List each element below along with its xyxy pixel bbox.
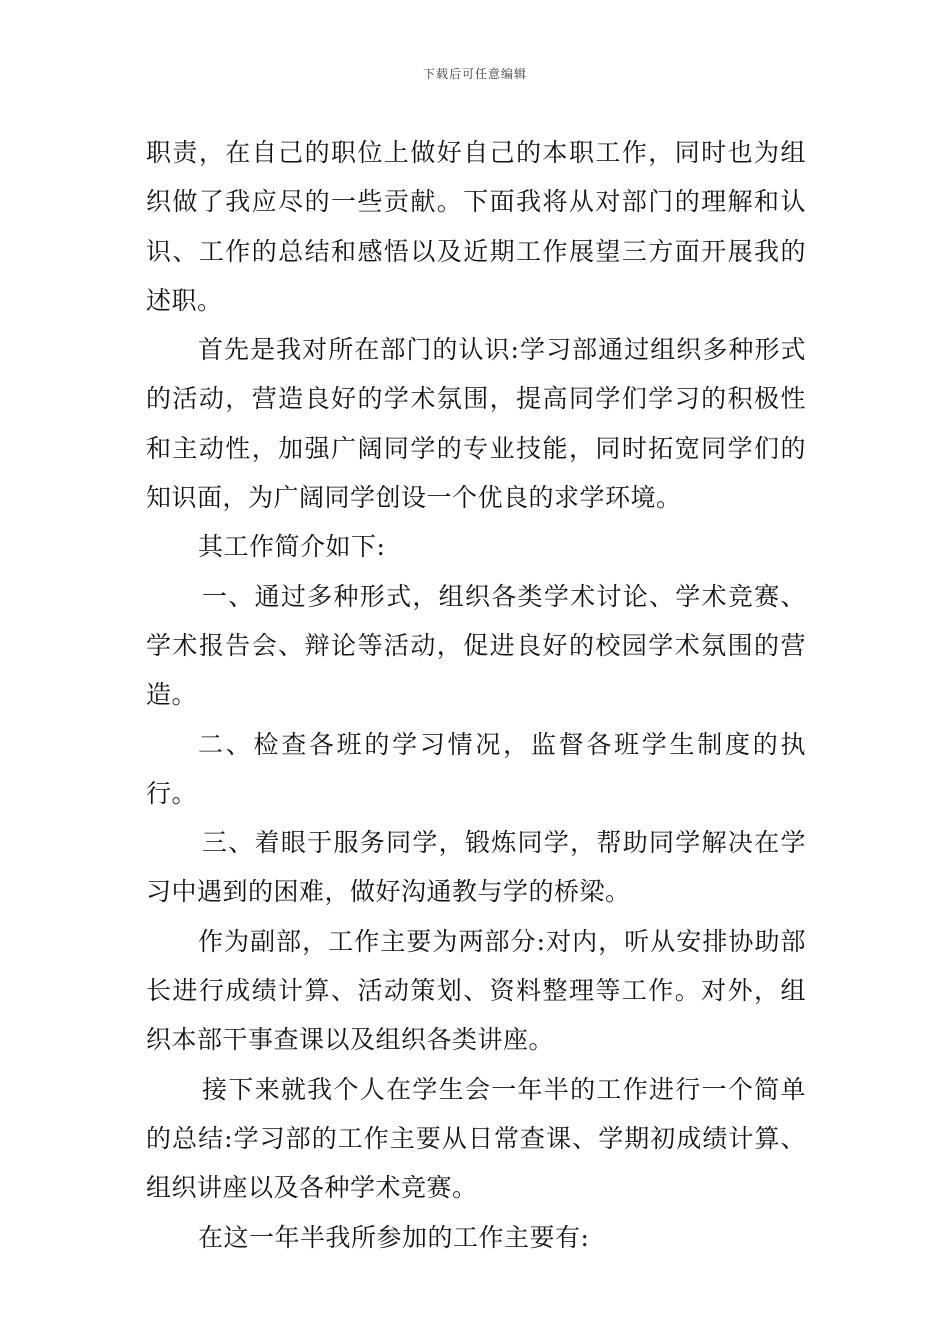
paragraph-7: 作为副部，工作主要为两部分:对内，听从安排协助部长进行成绩计算、活动策划、资料整理等工作。对外，组织本部干事查课以及组织各类讲座。 [146,926,806,1055]
paragraph-4: 一、通过多种形式，组织各类学术讨论、学术竞赛、学术报告会、辩论等活动，促进良好的校园学术氛围的营造。 [146,581,806,710]
paragraph-8: 接下来就我个人在学生会一年半的工作进行一个简单的总结:学习部的工作主要从日常查课、学期初成绩计算、组织讲座以及各种学术竞赛。 [146,1074,806,1203]
paragraph-1: 职责，在自己的职位上做好自己的本职工作，同时也为组织做了我应尽的一些贡献。下面我将从对部门的理解和认识、工作的总结和感悟以及近期工作展望三方面开展我的述职。 [146,138,806,315]
paragraph-6: 三、着眼于服务同学，锻炼同学，帮助同学解决在学习中遇到的困难，做好沟通教与学的桥梁。 [146,828,806,907]
document-body [146,128,806,1262]
paragraph-3: 其工作简介如下: [198,532,386,562]
paragraph-9: 在这一年半我所参加的工作主要有: [198,1222,590,1252]
paragraph-2: 首先是我对所在部门的认识:学习部通过组织多种形式的活动，营造良好的学术氛围，提高同学们学习的积极性和主动性，加强广阔同学的专业技能，同时拓宽同学们的知识面，为广阔同学创设一个优良的求学环境。 [146,335,806,513]
page-header: 下载后可任意编辑 [422,67,527,81]
paragraph-5: 二、检查各班的学习情况，监督各班学生制度的执行。 [146,729,806,808]
